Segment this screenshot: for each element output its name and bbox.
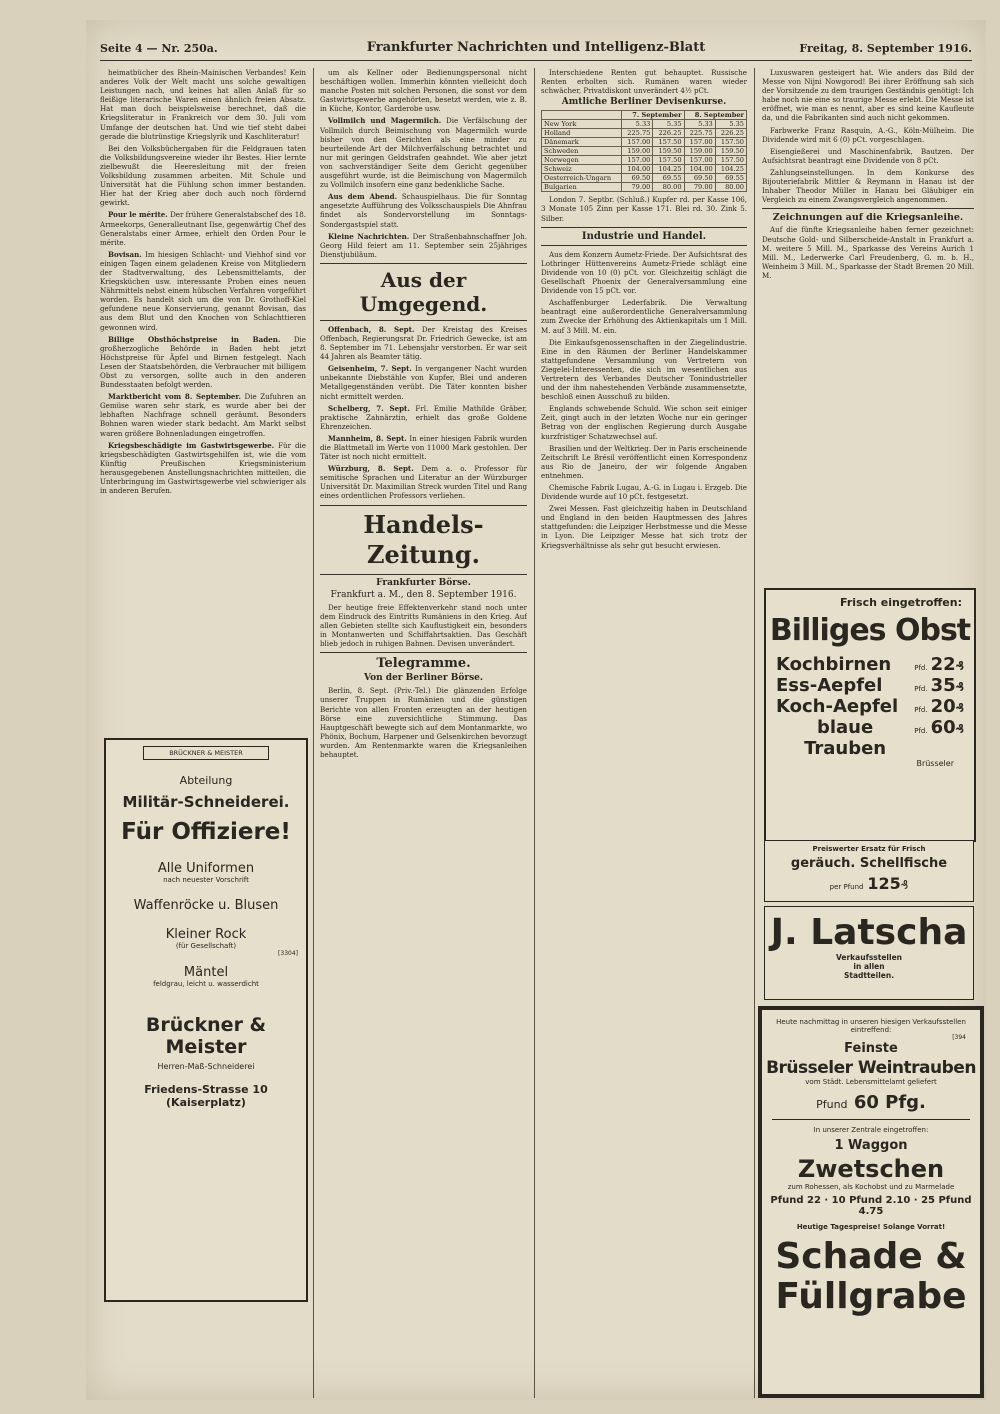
item-unit: Pfd. (914, 664, 928, 672)
table-cell: 5.33 (684, 120, 715, 129)
ad-text: Heutige Tagespreise! Solange Vorrat! (796, 1223, 946, 1231)
ad-text: Stadtteilen. (843, 971, 895, 980)
table-cell: 157.00 (622, 138, 653, 147)
ad-firm: J. Latscha (770, 912, 968, 953)
article-text: heimatbücher des Rhein-Mainischen Verbandes! Kein anderes Volk der Welt macht uns solche gewaltigen Leistungen nach, und keines hat allen Anlaß für so fleißige literarische Waren einen ähnlich freien Absatz. Hat man doch beispielsweise berechnet, daß die Kriegsliteratur in Frankreich vor dem 30. Juli vom Umfange der deutschen hat. Und wie tief steht dabei gerade die blutrünstige Kriegslyrik und Kaschliteratur! (100, 68, 306, 141)
ad-address: Friedens-Strasse 10 (Kaiserplatz) (144, 1083, 268, 1109)
table-cell: 226.25 (653, 129, 684, 138)
ad-brueckner-meister (104, 738, 308, 1302)
article-heading: Bovisan. (108, 249, 142, 259)
column-rule (534, 68, 535, 1398)
article-heading: Würzburg, 8. Sept. (328, 464, 414, 474)
table-cell: 159.50 (715, 147, 746, 156)
table-cell: 157.50 (653, 138, 684, 147)
article-text: Zahlungseinstellungen. In dem Konkurse des Bijouteriefabrik Mittler & Reymann in Hanau ist der Inhaber Theodor Müller in Hanau bei Gläubiger ein Vergleich zu einem Zwangsvergleich angenommen. (762, 167, 974, 205)
article-london: London 7. Septbr. (Schluß.) Kupfer rd. per Kasse 106, 3 Monate 105 Zinn per Kasse 171. Blei rd. 30. Zink 5. Silber. (541, 195, 747, 223)
section-title-telegramme: Telegramme. (376, 656, 471, 672)
divider (320, 263, 527, 264)
table-cell: Bulgarien (542, 183, 622, 192)
ad-text: in allen (853, 962, 885, 971)
ad-text: Frisch eingetroffen: (840, 596, 962, 609)
ad-code: [394 (952, 1034, 966, 1041)
divider (772, 1119, 970, 1120)
subsection-title: Von der Berliner Börse. (363, 673, 484, 684)
article-heading: Marktbericht vom 8. September. (108, 392, 241, 402)
table-cell: 157.00 (684, 156, 715, 165)
article-obstpreise: Billige Obsthöchstpreise in Baden. Die großherzogliche Behörde in Baden hebt jetzt Höchstpreise für Äpfel und Birnen festgelegt. Nach Lesen der Staatsbehörden, die Verbraucher mit billigem Obst zu versorgen, sollte auch in den anderen Bundesstaaten befolgt werden. (100, 334, 306, 390)
divider (541, 227, 747, 228)
ad-text: In unserer Zentrale eingetroffen: (813, 1126, 929, 1134)
ad-text: Preiswerter Ersatz für Frisch (812, 845, 926, 853)
article-kleine-nachrichten: Kleine Nachrichten. Der Straßenbahnschaffner Joh. Georg Hild feiert am 11. September sein 25jähriges Dienstjubiläum. (320, 231, 527, 259)
table-cell: 159.00 (622, 147, 653, 156)
item-name: Koch-Aepfel (776, 696, 899, 717)
ad-text: vom Städt. Lebensmittelamt geliefert (805, 1078, 937, 1086)
table-cell: 225.75 (622, 129, 653, 138)
item-price-value: 60 (930, 717, 956, 738)
item-unit: Pfd. (914, 727, 928, 735)
table-cell: Schweiz (542, 165, 622, 174)
ad-price: per Pfund 125₰ (829, 874, 909, 893)
divider (320, 505, 527, 506)
dateline: Frankfurt a. M., den 8. September 1916. (330, 589, 517, 600)
ad-price-row: Pfund 22 · 10 Pfund 2.10 · 25 Pfund 4.75 (770, 1195, 972, 1217)
table-cell: 69.50 (684, 174, 715, 183)
ad-text: 1 Waggon (834, 1138, 908, 1153)
section-title-umgegend: Aus der Umgegend. (359, 267, 488, 316)
article-heading: Schelberg, 7. Sept. (328, 403, 410, 413)
table-cell: 104.00 (622, 165, 653, 174)
table-cell: 69.50 (622, 174, 653, 183)
column-rule (754, 68, 755, 1398)
article-marktbericht: Marktbericht vom 8. September. Die Zufuhren an Gemüse waren sehr stark, es wurde aber bei der lebhaften Nachfrage schnell geräumt. Besonders Bohnen waren wieder stark bedacht. Am Markt selbst waren größere Bohnenladungen eingetroffen. (100, 392, 306, 438)
item-price (914, 696, 964, 717)
table-cell: 225.75 (684, 129, 715, 138)
article-heading: Billige Obsthöchstpreise in Baden. (108, 334, 281, 344)
divider (541, 245, 747, 246)
article-text: Die Einkaufsgenossenschaften in der Ziegelindustrie. Eine in den Räumen der Berliner Handelskammer stattgefundene Versammlung von Vertretern von Ziegelei-Interessenten, die sich im wesentlichen aus Vertretern des Verbandes Deutscher Tonindustrieller und der ihm nahestehenden Verbände zusammensetzte, beschloß einen Ausschuß zu bilden. (541, 337, 747, 402)
table-cell: 5.35 (715, 120, 746, 129)
table-row (542, 129, 747, 138)
table-cell: 104.00 (684, 165, 715, 174)
article-berliner-boerse: Berlin, 8. Sept. (Priv.-Tel.) Die glänzenden Erfolge unserer Truppen in Rumänien und die günstigen Berichte von allen Fronten erzeugten an der heutigen Börse eine zuversichtliche Stimmung. Das Hauptgeschäft bewegte sich auf dem Montanmarkte, wo Phönix, Bochum, Harpener und Gelsenkirchen bevorzugt wurden. Am Rentenmarkte waren die Kriegsanleihen behauptet. (320, 686, 527, 759)
table-cell: Dänemark (542, 138, 622, 147)
ad-text: Kleiner Rock (165, 927, 247, 942)
table-cell: Oesterreich-Ungarn (542, 174, 622, 183)
fx-table-title: Amtliche Berliner Devisenkurse. (561, 97, 727, 108)
table-row (542, 174, 747, 183)
article-heading: Kriegsbeschädigte im Gastwirtsgewerbe. (108, 440, 275, 450)
article-gastwirt: Kriegsbeschädigte im Gastwirtsgewerbe. Für die kriegsbeschädigten Gastwirtsgehilfen ist, wie die vom Künftig Preußischen Kriegsministerium herausgegebenen Anstellungsnachrichten mitteilen, die Unterbringung im Gastwirtsgewerbe viel schwieriger als in anderen Berufen. (100, 440, 306, 496)
article-vollmilch: Vollmilch und Magermilch. Die Verfälschung der Vollmilch durch Beimischung von Magermilch wurde bisher von den Gerichten als eine minder zu beurteilende Art der Milchverfälschung betrachtet und nur mit geringen Geldstrafen geahndet. Wie aber jetzt von sachverständiger Seite dem Gericht gegenüber ausgeführt wurde, ist die Beimischung von Magermilch zu Vollmilch insofern eine ganz bedenkliche Sache. (320, 116, 527, 190)
table-cell: 104.25 (653, 165, 684, 174)
article-geisenheim: Geisenheim, 7. Sept. In vergangener Nacht wurden unbekannte Diebstähle von Kupfer, Blei und anderen Metallgegenständen verübt. Die Täter konnten bisher nicht ermittelt werden. (320, 364, 527, 401)
item-currency: ₰ (955, 701, 964, 715)
article-text: Chemische Fabrik Lugau, A.-G. in Lugau i. Erzgeb. Die Dividende wurde auf 10 pCt. festgesetzt. (541, 483, 747, 502)
ad-text: geräuch. Schellfische (790, 856, 948, 871)
page-date: Freitag, 8. September 1916. (799, 42, 972, 55)
ad-heading: Militär-Schneiderei. (122, 793, 290, 811)
article-bovisan: Bovisan. Im hiesigen Schlacht- und Viehhof sind vor einigen Tagen einem geladenen Kreise von Mitgliedern der Stadtverwaltung, des Lebensmittelamts, der Kriegsküchen usw. interessante Proben eines neuen Nährmittels nebst einem hübschen Verfahren vorgeführt worden. Es handelt sich um die von Dr. Grothoff-Kiel gefundene neue Konservierung, genannt Bovisan, das aus dem Blut und den Knochen von Schlachttieren gewonnen wird. (100, 249, 306, 332)
article-text: Englands schwebende Schuld. Wie schon seit einiger Zeit, gingt auch in der letzten Woche nur ein geringer Betrag von der englischen Regierung durch Ausgabe kurzfristiger Schatzwechsel auf. (541, 404, 747, 441)
item-unit: Pfd. (914, 706, 928, 714)
ad-text: Waffenröcke u. Blusen (133, 898, 279, 913)
article-mannheim: Mannheim, 8. Sept. In einer hiesigen Fabrik wurden die Blattmetall im Werte von 11000 Mark gestohlen. Der Täter ist noch nicht ermittelt. (320, 433, 527, 462)
section-title-handel: Handels-Zeitung. (363, 509, 484, 569)
table-cell: 104.25 (715, 165, 746, 174)
column-2 (320, 68, 527, 1388)
ad-text: feldgrau, leicht u. wasserdicht (153, 980, 259, 988)
article-heading: Geisenheim, 7. Sept. (328, 364, 412, 374)
table-cell: 80.00 (653, 183, 684, 192)
article-text: Zwei Messen. Fast gleichzeitig haben in Deutschland und England in den beiden Hauptmessen des Jahres stattgefunden: die Leipziger Herbstmesse und die Messe in Lyon. Die Leipziger Messe hat sich trotz der Kriegsverhältnisse als sehr gut besucht erwiesen. (541, 504, 747, 550)
article-wuerzburg: Würzburg, 8. Sept. Dem a. o. Professor für semitische Sprachen und Literatur an der Würzburger Universität Dr. Maximilian Streck wurden Titel und Rang eines ordentlichen Professors verliehen. (320, 464, 527, 501)
table-cell: 159.00 (684, 147, 715, 156)
ad-text: Abteilung (179, 774, 233, 787)
table-cell: 157.50 (715, 138, 746, 147)
table-cell: 80.00 (715, 183, 746, 192)
article-text: Eisengießerei und Maschinenfabrik, Bautzen. Der Aufsichtsrat beantragt eine Dividende von 8 pCt. (762, 146, 974, 165)
table-cell: 5.35 (653, 120, 684, 129)
table-row (542, 183, 747, 192)
table-cell: Holland (542, 129, 622, 138)
article-text: Farbwerke Franz Rasquin, A.-G., Köln-Mülheim. Die Dividende wird mit 6 (0) pCt. vorgeschlagen. (762, 125, 974, 144)
column-3 (541, 68, 747, 1388)
item-unit: Pfd. (914, 685, 928, 693)
table-cell: Norwegen (542, 156, 622, 165)
ad-price-item (776, 654, 964, 675)
ad-heading: Billiges Obst (769, 613, 971, 648)
article-pour-le-merite: Pour le mérite. Der frühere Generalstabschef des 18. Armeekorps, Generalleutnant Ilse, gegenwärtig Chef des Generalstabs einer Armee, erhielt den Orden Pour le mérite. (100, 210, 306, 247)
table-cell: 79.00 (622, 183, 653, 192)
table-row (542, 120, 747, 129)
ad-text: zum Rohessen, als Kochobst und zu Marmelade (787, 1183, 955, 1191)
ad-text: Brüsseler (916, 759, 954, 768)
table-cell: 157.00 (684, 138, 715, 147)
divider (320, 574, 527, 575)
item-price-value: 35 (930, 675, 956, 696)
page-header (100, 38, 972, 61)
item-price (914, 717, 964, 738)
ad-text: Mäntel (183, 965, 229, 980)
item-price-value: 22 (930, 654, 956, 675)
ad-latscha (764, 906, 974, 1000)
article-text: Aus dem Konzern Aumetz-Friede. Der Aufsichtsrat des Lothringer Hüttenvereins Aumetz-Friede schlägt eine Dividende von 10 (0) pCt. vor. Gleichzeitig schlägt die Gesellschaft Phoenix der Generalversammlung eine Dividende von 15 pCt. vor. (541, 249, 747, 296)
item-price (914, 654, 964, 675)
ad-heading: Brüsseler Weintrauben (766, 1058, 976, 1078)
article-text: Interschiedene Renten gut behauptet. Russische Renten erholten sich. Rumänen waren wieder schwächer, Privatdiskont unverändert 4½ pCt. (541, 68, 747, 96)
item-price-value: 20 (930, 696, 956, 717)
ad-heading: Für Offiziere! (121, 819, 291, 845)
item-name: blaue Trauben (804, 717, 887, 759)
ad-text: Verkaufsstellen (836, 953, 902, 962)
divider (320, 320, 527, 321)
article-text: um als Kellner oder Bedienungspersonal nicht beschäftigen wollen. Immerhin könnten vielleicht doch manche Posten mit solchen Personen, die sonst vor dem Gastwirtsgewerbe angehörten, besetzt werden, wie z. B. in Küche, Kontor, Garderobe usw. (320, 68, 527, 114)
article-heading: Offenbach, 8. Sept. (328, 324, 415, 334)
column-4 (762, 68, 974, 588)
item-name: Ess-Aepfel (776, 675, 883, 696)
ad-firm: Brückner & Meister (145, 1014, 267, 1058)
ad-text: Herren-Maß-Schneiderei (157, 1062, 255, 1071)
ad-price-item (776, 717, 964, 759)
table-cell: 5.33 (622, 120, 653, 129)
ad-text: Heute nachmittag in unseren hiesigen Verkaufsstellen eintreffend: (776, 1018, 966, 1034)
table-row (542, 147, 747, 156)
article-heading: Vollmilch und Magermilch. (328, 116, 442, 126)
table-cell: 157.00 (622, 156, 653, 165)
divider (320, 652, 527, 653)
article-text: Brasilien und der Weltkrieg. Der in Paris erscheinende Zeitschrift Le Brésil veröffentlicht einen Korrespondenz aus Rio de Janeiro, der wir folgende Angaben entnehmen. (541, 443, 747, 480)
fx-rates-table (541, 110, 747, 192)
article-abend: Aus dem Abend. Schauspielhaus. Die für Sonntag angesetzte Aufführung des Volksschauspiels Die Ahnfrau findet als Sondervorstellung im Sonntags-Sondergastspiel statt. (320, 192, 527, 229)
ad-firm: Schade & (775, 1236, 967, 1277)
table-header-row: 7. September 8. September (542, 111, 747, 120)
ad-schade-fuellgrabe (758, 1006, 984, 1398)
masthead: Frankfurter Nachrichten und Intelligenz-Blatt (366, 40, 706, 55)
page-number: Seite 4 — Nr. 250a. (100, 42, 218, 55)
ad-schellfische (764, 840, 974, 902)
article-heading: Aus dem Abend. (328, 192, 398, 202)
item-currency: ₰ (955, 680, 964, 694)
article-schelberg: Schelberg, 7. Sept. Frl. Emilie Mathilde Gräber, praktische Zahnärztin, erhielt das große Goldene Ehrenzeichen. (320, 403, 527, 431)
column-1 (100, 68, 306, 728)
divider (762, 208, 974, 209)
table-row (542, 156, 747, 165)
table-cell: 79.00 (684, 183, 715, 192)
ad-billiges-obst (764, 588, 976, 842)
section-title-industrie: Industrie und Handel. (581, 230, 707, 242)
table-row (542, 138, 747, 147)
article-heading: Mannheim, 8. Sept. (328, 433, 407, 443)
ad-text: nach neuester Vorschrift (163, 876, 249, 884)
table-cell: 157.50 (715, 156, 746, 165)
ad-firm: Füllgrabe (775, 1276, 967, 1317)
article-text: Luxuswaren gesteigert hat. Wie anders das Bild der Messe von Nijni Nowgorod! Bei ihrer Eröffnung sah sich der Vorsitzende zu dem traurigen Geständnis genötigt: Ich habe noch nie eine so traurige Messe erlebt. Die Messe ist eröffnet, wie man es nennt, aber es sind keine Kaufleute da, und die Fabrikanten sind auch nicht gekommen. (762, 68, 974, 123)
article-text: Bei den Volksbüchergaben für die Feldgrauen taten die Volksbildungsvereine wieder ihr Bestes. Hier lernte zielbewußt die Heeresleitung mit der freien Volksbildung zusammen arbeiten. Mit Schule und Universität hat die Fühlung schon immer bestanden. Hier hat der Krieg aber doch auch noch fördernd gewirkt. (100, 143, 306, 208)
article-text: Aschaffenburger Lederfabrik. Die Verwaltung beantragt eine außerordentliche Generalversammlung zum Zwecke der Erhöhung des Aktienkapitals um 1 Mill. M. auf 3 Mill. M. ein. (541, 298, 747, 335)
article-offenbach: Offenbach, 8. Sept. Der Kreistag des Kreises Offenbach, Regierungsrat Dr. Friedrich Gewecke, ist am 8. September im 71. Lebensjahr verstorben. Er war seit 44 Jahren als Beamter tätig. (320, 324, 527, 362)
ad-text: Alle Uniformen (157, 861, 255, 876)
table-cell: 69.55 (653, 174, 684, 183)
subsection-title: Frankfurter Börse. (376, 577, 471, 588)
article-text: Auf die fünfte Kriegsanleihe haben ferner gezeichnet: Deutsche Gold- und Silberscheide-Anstalt in Frankfurt a. M. weitere 5 Mill. M., Sparkasse des Vereins Aurich 1 Mill. M., Lederwerke Carl Freudenberg, G. m. b. H., Weinheim 3 Mill. M., Sparkasse der Stadt Bremen 20 Mill. M. (762, 225, 974, 280)
item-price (914, 675, 964, 696)
ad-price-list (766, 654, 974, 759)
item-currency: ₰ (955, 659, 964, 673)
newspaper-page (86, 20, 986, 1400)
table-cell: 159.50 (653, 147, 684, 156)
table-cell: Schweden (542, 147, 622, 156)
ad-price-item (776, 696, 964, 717)
table-cell: New York (542, 120, 622, 129)
ad-code: [3304] (278, 950, 298, 957)
section-title-kriegsanleihe: Zeichnungen auf die Kriegsanleihe. (772, 212, 964, 224)
ad-price: Pfund 60 Pfg. (816, 1092, 926, 1113)
table-row (542, 165, 747, 174)
article-heading: Pour le mérite. (108, 210, 168, 220)
article-heading: Kleine Nachrichten. (328, 231, 410, 241)
ad-text: Feinste (844, 1041, 898, 1056)
table-cell: 226.25 (715, 129, 746, 138)
table-cell: 157.50 (653, 156, 684, 165)
article-boerse: Der heutige freie Effektenverkehr stand noch unter dem Eindruck des Eintritts Rumäniens in den Krieg. Auf allen Gebieten stellte sich Kauflustigkeit ein, besonders in Montanwerten und Schiffahrtsaktien. Das Geschäft blieb jedoch in ruhigen Bahnen. Devisen unverändert. (320, 602, 527, 649)
ad-text: (für Gesellschaft) (175, 942, 237, 950)
item-currency: ₰ (955, 722, 964, 736)
ad-heading: Zwetschen (797, 1155, 945, 1183)
column-rule (313, 68, 314, 1398)
item-name: Kochbirnen (776, 654, 892, 675)
ad-logo: BRÜCKNER & MEISTER (143, 746, 269, 760)
table-cell: 69.55 (715, 174, 746, 183)
ad-price-item (776, 675, 964, 696)
